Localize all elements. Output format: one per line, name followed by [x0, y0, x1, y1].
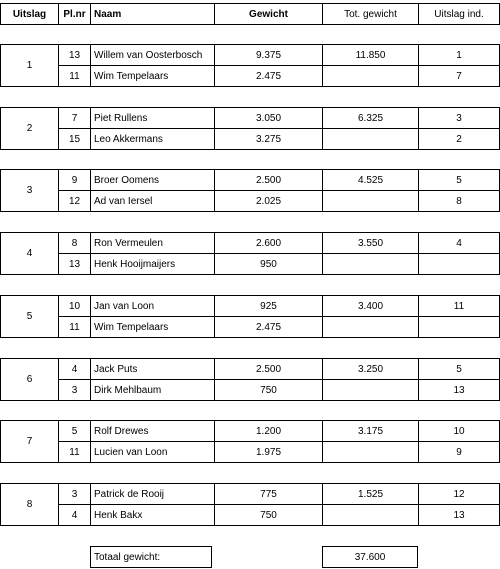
table-header	[0, 3, 500, 25]
cell-gewicht: 775	[214, 483, 322, 505]
table-row	[0, 169, 500, 196]
header-plnr: Pl.nr	[58, 3, 90, 25]
cell-naam: Patrick de Rooij	[90, 483, 214, 505]
cell-naam: Ron Vermeulen	[90, 232, 214, 254]
cell-naam: Lucien van Loon	[90, 441, 214, 463]
cell-plnr: 5	[58, 420, 90, 442]
table-row	[0, 44, 500, 71]
table-row	[0, 420, 500, 447]
cell-tot-gewicht	[322, 253, 418, 275]
cell-plnr: 12	[58, 190, 90, 212]
cell-naam: Jan van Loon	[90, 295, 214, 317]
cell-uitslag: 3	[0, 169, 58, 212]
cell-gewicht: 3.275	[214, 128, 322, 150]
cell-tot-gewicht: 3.250	[322, 358, 418, 380]
total-label	[90, 546, 212, 568]
cell-uitslag: 5	[0, 295, 58, 338]
cell-gewicht: 2.500	[214, 358, 322, 380]
table-row	[0, 295, 500, 322]
cell-tot-gewicht: 3.550	[322, 232, 418, 254]
cell-naam: Piet Rullens	[90, 107, 214, 129]
cell-gewicht: 2.500	[214, 169, 322, 191]
cell-ind: 5	[418, 169, 500, 191]
cell-naam: Rolf Drewes	[90, 420, 214, 442]
cell-uitslag: 1	[0, 44, 58, 87]
cell-plnr: 15	[58, 128, 90, 150]
cell-tot-gewicht	[322, 65, 418, 87]
cell-uitslag: 7	[0, 420, 58, 463]
table-row	[0, 316, 500, 338]
cell-naam: Leo Akkermans	[90, 128, 214, 150]
table-row	[0, 483, 500, 510]
cell-ind: 9	[418, 441, 500, 463]
cell-plnr: 4	[58, 358, 90, 380]
cell-ind	[418, 253, 500, 275]
cell-plnr: 7	[58, 107, 90, 129]
cell-naam: Henk Hooijmaijers	[90, 253, 214, 275]
cell-ind: 7	[418, 65, 500, 87]
cell-gewicht: 3.050	[214, 107, 322, 129]
cell-tot-gewicht	[322, 316, 418, 338]
cell-ind: 10	[418, 420, 500, 442]
cell-ind: 13	[418, 504, 500, 526]
cell-uitslag: 6	[0, 358, 58, 401]
cell-gewicht: 9.375	[214, 44, 322, 66]
total-label-text: Totaal gewicht:	[94, 551, 161, 563]
cell-plnr: 3	[58, 379, 90, 401]
cell-plnr: 11	[58, 441, 90, 463]
cell-tot-gewicht: 11.850	[322, 44, 418, 66]
cell-gewicht: 2.600	[214, 232, 322, 254]
cell-plnr: 10	[58, 295, 90, 317]
cell-ind: 4	[418, 232, 500, 254]
cell-plnr: 11	[58, 65, 90, 87]
cell-tot-gewicht: 3.175	[322, 420, 418, 442]
cell-naam: Ad van Iersel	[90, 190, 214, 212]
cell-gewicht: 925	[214, 295, 322, 317]
cell-gewicht: 1.975	[214, 441, 322, 463]
cell-plnr: 3	[58, 483, 90, 505]
cell-gewicht: 2.025	[214, 190, 322, 212]
table-row	[0, 190, 500, 212]
cell-ind: 8	[418, 190, 500, 212]
cell-plnr: 4	[58, 504, 90, 526]
cell-ind: 5	[418, 358, 500, 380]
header-naam: Naam	[90, 3, 214, 25]
cell-ind: 11	[418, 295, 500, 317]
cell-tot-gewicht: 1.525	[322, 483, 418, 505]
cell-gewicht: 1.200	[214, 420, 322, 442]
total-value	[322, 546, 418, 568]
cell-plnr: 13	[58, 253, 90, 275]
cell-naam: Wim Tempelaars	[90, 65, 214, 87]
cell-tot-gewicht	[322, 379, 418, 401]
cell-gewicht: 2.475	[214, 65, 322, 87]
cell-plnr: 13	[58, 44, 90, 66]
cell-tot-gewicht	[322, 190, 418, 212]
cell-uitslag: 8	[0, 483, 58, 526]
cell-naam: Dirk Mehlbaum	[90, 379, 214, 401]
table-row	[0, 107, 500, 134]
cell-ind: 2	[418, 128, 500, 150]
cell-ind: 12	[418, 483, 500, 505]
table-row	[0, 358, 500, 385]
cell-naam: Willem van Oosterbosch	[90, 44, 214, 66]
total-value-text: 37.600	[354, 551, 386, 563]
cell-naam: Jack Puts	[90, 358, 214, 380]
table-row	[0, 441, 500, 463]
cell-gewicht: 750	[214, 379, 322, 401]
cell-tot-gewicht: 3.400	[322, 295, 418, 317]
table-row	[0, 232, 500, 259]
header-uitslag: Uitslag	[0, 3, 58, 25]
table-row	[0, 504, 500, 526]
cell-tot-gewicht	[322, 128, 418, 150]
cell-tot-gewicht	[322, 504, 418, 526]
table-row	[0, 379, 500, 401]
cell-gewicht: 750	[214, 504, 322, 526]
cell-naam: Henk Bakx	[90, 504, 214, 526]
cell-gewicht: 950	[214, 253, 322, 275]
cell-naam: Broer Oomens	[90, 169, 214, 191]
cell-uitslag: 4	[0, 232, 58, 275]
table-row	[0, 253, 500, 275]
header-tot-gewicht: Tot. gewicht	[322, 3, 418, 25]
cell-plnr: 11	[58, 316, 90, 338]
cell-ind: 3	[418, 107, 500, 129]
cell-tot-gewicht	[322, 441, 418, 463]
cell-uitslag: 2	[0, 107, 58, 150]
header-gewicht: Gewicht	[214, 3, 322, 25]
cell-gewicht: 2.475	[214, 316, 322, 338]
header-uitslag-ind: Uitslag ind.	[418, 3, 500, 25]
cell-ind: 13	[418, 379, 500, 401]
cell-plnr: 8	[58, 232, 90, 254]
cell-tot-gewicht: 4.525	[322, 169, 418, 191]
cell-ind: 1	[418, 44, 500, 66]
cell-naam: Wim Tempelaars	[90, 316, 214, 338]
table-row	[0, 65, 500, 87]
cell-ind	[418, 316, 500, 338]
cell-tot-gewicht: 6.325	[322, 107, 418, 129]
table-row	[0, 128, 500, 150]
cell-plnr: 9	[58, 169, 90, 191]
